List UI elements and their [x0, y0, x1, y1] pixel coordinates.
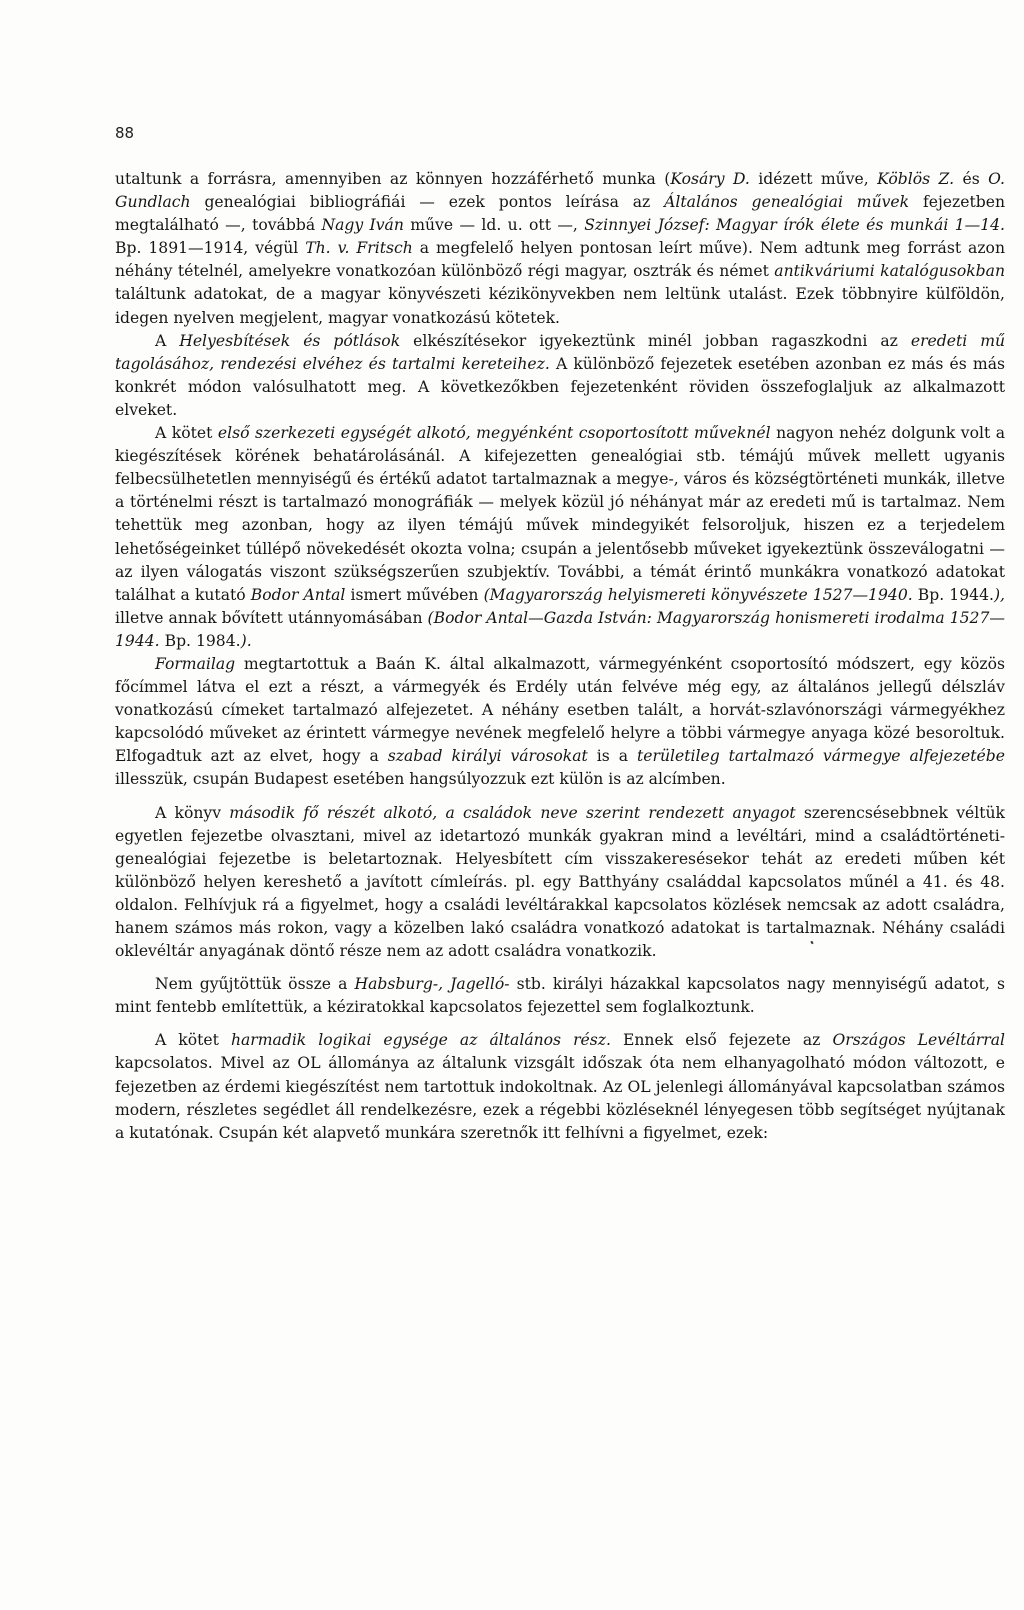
- body-text: [115, 168, 1005, 1145]
- paragraph-5: [115, 802, 1005, 964]
- italic-text: Bodor Antal: [250, 585, 346, 604]
- italic-text: eredeti mű tagolásához, rendezési elvéhez és tartalmi kereteihez.: [115, 331, 1006, 373]
- text-run: illesszük, csupán Budapest esetében hangsúlyozzuk ezt külön is az alcímben.: [115, 770, 726, 789]
- text-run: és: [954, 170, 989, 188]
- italic-text: Th. v. Fritsch: [305, 239, 413, 258]
- text-run: genealógiai bibliográfiái — ezek pontos leírása az: [190, 193, 665, 212]
- text-run: megtartottuk a Baán K. által alkalmazott, vármegyénként csoportosító módszert, egy közös főcímmel látva el ezt a részt, a vármegyék és Erdély után felvéve még egy, az általános jellegű délszláv vonatkozású címeket tartalmazó alfejezetet. A néhány esetben talált, a horvát-szlavónországi vármegyékhez kapcsolódó műveket az érintett vármegye nevének megfelelő helyre a többi vármegye anyaga közé besoroltuk. Elfogadtuk azt az elvet, hogy a: [115, 654, 1005, 766]
- italic-text: Nagy Iván: [321, 216, 404, 235]
- text-run: A kötet: [155, 1031, 231, 1050]
- text-run: A különböző fejezetek esetében azonban ez más és más konkrét módon valósulhatott meg. A következőkben fejezetenként röviden összefoglaljuk az alkalmazott elveket.: [115, 354, 1006, 419]
- text-run: Ennek első fejezete az: [610, 1031, 833, 1050]
- text-run: elkészítésekor igyekeztünk minél jobban ragaszkodni az: [400, 331, 911, 350]
- text-run: fejezetben megtalálható —, továbbá: [115, 193, 1005, 235]
- italic-text: Habsburg-, Jagelló-: [354, 975, 510, 994]
- text-run: A könyv: [155, 803, 230, 822]
- text-run: kapcsolatos. Mivel az OL állománya az általunk vizsgált időszak óta nem elhanyagolható módon változott, e fejezetben az érdemi kiegészítést nem tartottuk indokoltnak. Az OL jelenlegi állományával kapcsolatban számos modern, részletes segédlet áll rendelkezésre, ezek a régebbi közléseknél lényegesen több segítséget nyújtanak a kutatónak. Csupán két alapvető munkára szeretnők itt felhívni a figyelmet, ezek:: [115, 1054, 1005, 1142]
- italic-text: Szinnyei József: Magyar írók élete és munkái 1—14.: [584, 216, 1006, 235]
- text-run: stb. királyi házakkal kapcsolatos nagy mennyiségű adatot, s mint fentebb említettük, a kéziratokkal kapcsolatos fejezettel sem foglalkoztunk.: [115, 975, 1005, 1017]
- text-run: a megfelelő helyen pontosan leírt műve). Nem adtunk meg forrást azon néhány tételnél, amelyekre vonatkozóan különböző régi magyar, osztrák és német: [115, 239, 1005, 281]
- page-number: 88: [115, 124, 135, 142]
- text-run: szerencsésebbnek véltük egyetlen fejezetbe olvasztani, mivel az idetartozó munkák gyakran mind a levéltári, mind a családtörténeti-genealógiai fejezetbe is beletartoznak. Helyesbített cím visszakeresésekor tehát az eredeti műben két különböző helyen kereshető a javított címleírás. pl. egy Batthyány családdal kapcsolatos műnél a 41. és 48. oldalon. Felhívjuk rá a figyelmet, hogy a családi levéltárakkal kapcsolatos közlések nemcsak az adott családra, hanem számos más rokon, vagy a közelben lakó családra vonatkozó adatokat is tartalmaznak. Néhány családi oklevéltár anyagának döntő része nem az adott családra vonatkozik.: [115, 803, 1005, 961]
- italic-text: antikváriumi katalógusokban: [774, 262, 1005, 281]
- italic-text: Országos Levéltárral: [832, 1031, 1005, 1050]
- paragraph-6: [115, 973, 1005, 1019]
- text-run: illetve annak bővített utánnyomásában: [115, 608, 428, 627]
- italic-text: (Magyarország helyismereti könyvészete 1527—1940.: [483, 585, 913, 604]
- text-run: Bp. 1984.: [159, 631, 241, 650]
- text-run: utaltunk a forrásra, amennyiben az könnyen hozzáférhető munka (: [115, 170, 671, 188]
- italic-text: Általános genealógiai művek: [664, 193, 910, 212]
- italic-text: O. Gundlach: [115, 170, 1005, 212]
- text-run: ismert művében: [345, 585, 484, 604]
- paragraph-3: [115, 422, 1005, 653]
- paragraph-1: [115, 168, 1005, 330]
- italic-text: második fő részét alkotó, a családok neve szerint rendezett anyagot: [229, 803, 796, 822]
- italic-text: Formailag: [155, 654, 236, 673]
- italic-text: (Bodor Antal—Gazda István: Magyarország honismereti irodalma 1527—1944.: [115, 608, 1005, 650]
- italic-text: harmadik logikai egysége az általános rész.: [230, 1031, 611, 1050]
- text-run: is a: [587, 747, 638, 766]
- text-run: találtunk adatokat, de a magyar könyvészeti kézikönyvekben nem leltünk utalást. Ezek többnyire külföldön, idegen nyelven megjelent, magyar vonatkozású kötetek.: [115, 285, 1005, 327]
- text-run: A: [155, 331, 180, 350]
- text-run: A kötet: [155, 424, 218, 443]
- italic-text: Helyesbítések és pótlások: [179, 331, 401, 350]
- italic-text: szabad királyi városokat: [387, 747, 588, 766]
- text-run: nagyon nehéz dolgunk volt a kiegészítések körének behatárolásánál. A kifejezetten genealógiai stb. témájú művek mellett ugyanis felbecsülhetetlen mennyiségű és értékű adatot tartalmaznak a megye-, város és községtörténeti munkák, illetve a történelmi részt is tartalmazó monográfiák — melyek közül jó néhányat már az eredeti mű is tartalmaz. Nem tehettük meg azonban, hogy az ilyen témájú művek mindegyikét felsoroljuk, hiszen ez a terjedelem lehetőségeinket túllépő növekedését okozta volna; csupán a jelentősebb műveket igyekeztünk összeválogatni — az ilyen válogatás viszont szükségszerűen szubjektív. További, a témát érintő munkákra vonatkozó adatokat találhat a kutató: [115, 424, 1006, 604]
- italic-text: Köblös Z.: [877, 170, 955, 188]
- italic-text: Kosáry D.: [670, 170, 750, 188]
- paragraph-2: [115, 330, 1005, 422]
- paragraph-4: [115, 653, 1005, 792]
- text-run: Bp. 1944.: [912, 585, 994, 604]
- text-run: Bp. 1891—1914, végül: [115, 239, 306, 258]
- italic-text: ),: [993, 585, 1005, 604]
- paragraph-7: [115, 1029, 1005, 1144]
- text-run: idézett műve,: [749, 170, 878, 188]
- italic-text: ).: [240, 631, 252, 650]
- italic-text: területileg tartalmazó vármegye alfejezetébe: [637, 747, 1005, 766]
- text-run: műve — ld. u. ott —,: [403, 216, 585, 235]
- text-run: Nem gyűjtöttük össze a: [155, 975, 355, 994]
- italic-text: első szerkezeti egységét alkotó, megyénként csoportosított műveknél: [217, 424, 771, 443]
